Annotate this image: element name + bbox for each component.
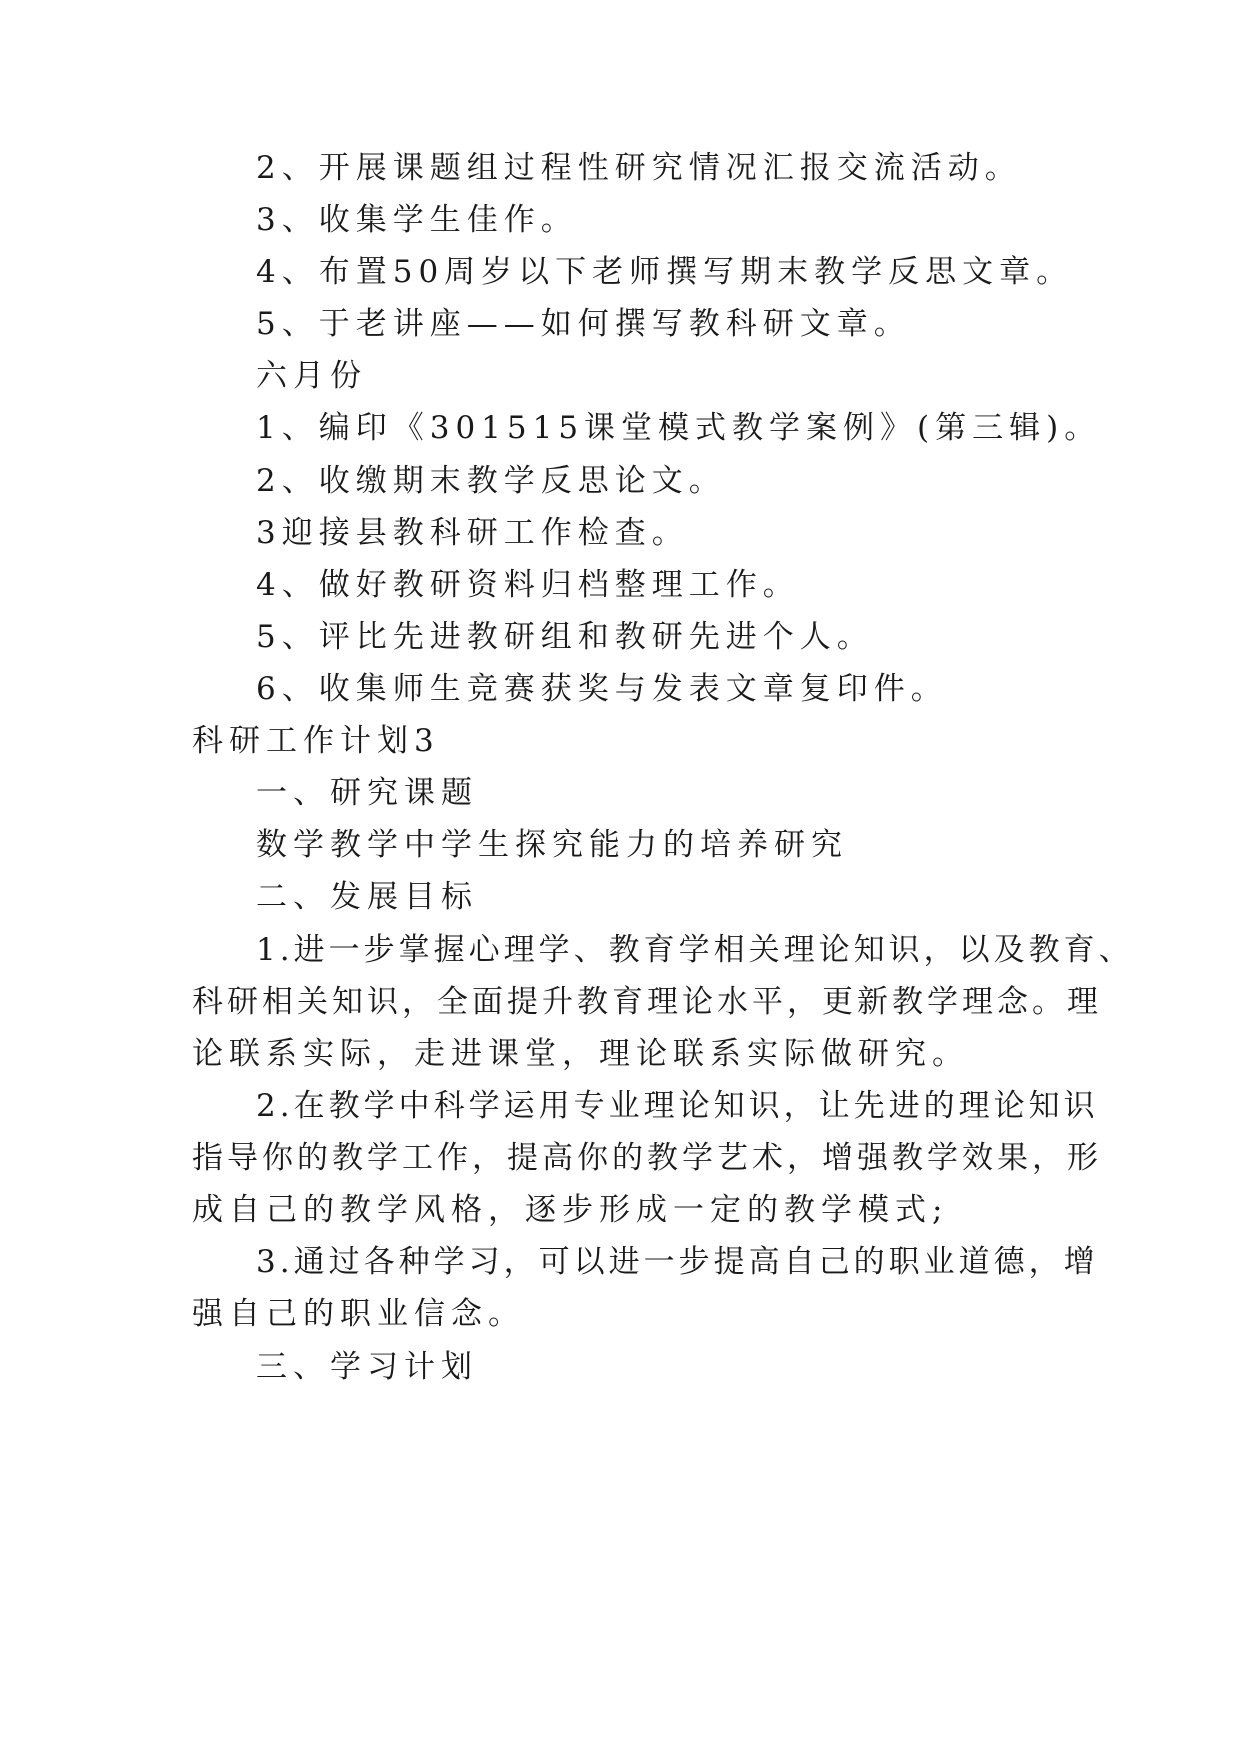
text-line: 3、收集学生佳作。 — [256, 202, 578, 238]
text-line: 数学教学中学生探究能力的培养研究 — [256, 827, 848, 863]
section-heading: 三、学习计划 — [256, 1349, 478, 1385]
text-line: 5、于老讲座——如何撰写教科研文章。 — [256, 306, 911, 342]
text-line: 4、做好教研资料归档整理工作。 — [256, 567, 800, 603]
text-line: 2、收缴期末教学反思论文。 — [256, 463, 726, 499]
paragraph-line: 强自己的职业信念。 — [192, 1296, 525, 1332]
text-line: 3迎接县教科研工作检查。 — [256, 515, 689, 551]
section-heading: 一、研究课题 — [256, 775, 478, 811]
text-line: 5、评比先进教研组和教研先进个人。 — [256, 619, 874, 655]
section-heading: 六月份 — [256, 358, 367, 394]
text-line: 1、编印《301515课堂模式教学案例》(第三辑)。 — [256, 410, 1102, 446]
section-heading: 二、发展目标 — [256, 879, 478, 915]
paragraph-line: 指导你的教学工作，提高你的教学艺术，增强教学效果，形 — [192, 1140, 1102, 1176]
paragraph-line: 论联系实际，走进课堂，理论联系实际做研究。 — [192, 1036, 969, 1072]
text-line: 2、开展课题组过程性研究情况汇报交流活动。 — [256, 150, 1022, 186]
paragraph-line: 成自己的教学风格，逐步形成一定的教学模式; — [192, 1192, 949, 1228]
text-line: 6、收集师生竞赛获奖与发表文章复印件。 — [256, 671, 948, 707]
paragraph-line: 1.进一步掌握心理学、教育学相关理论知识，以及教育、 — [256, 932, 1134, 968]
section-title: 科研工作计划3 — [192, 723, 440, 759]
paragraph-line: 3.通过各种学习，可以进一步提高自己的职业道德，增 — [256, 1244, 1099, 1280]
paragraph-line: 科研相关知识，全面提升教育理论水平，更新教学理念。理 — [192, 984, 1102, 1020]
paragraph-line: 2.在教学中科学运用专业理论知识，让先进的理论知识 — [256, 1088, 1099, 1124]
text-line: 4、布置50周岁以下老师撰写期末教学反思文章。 — [256, 254, 1074, 290]
